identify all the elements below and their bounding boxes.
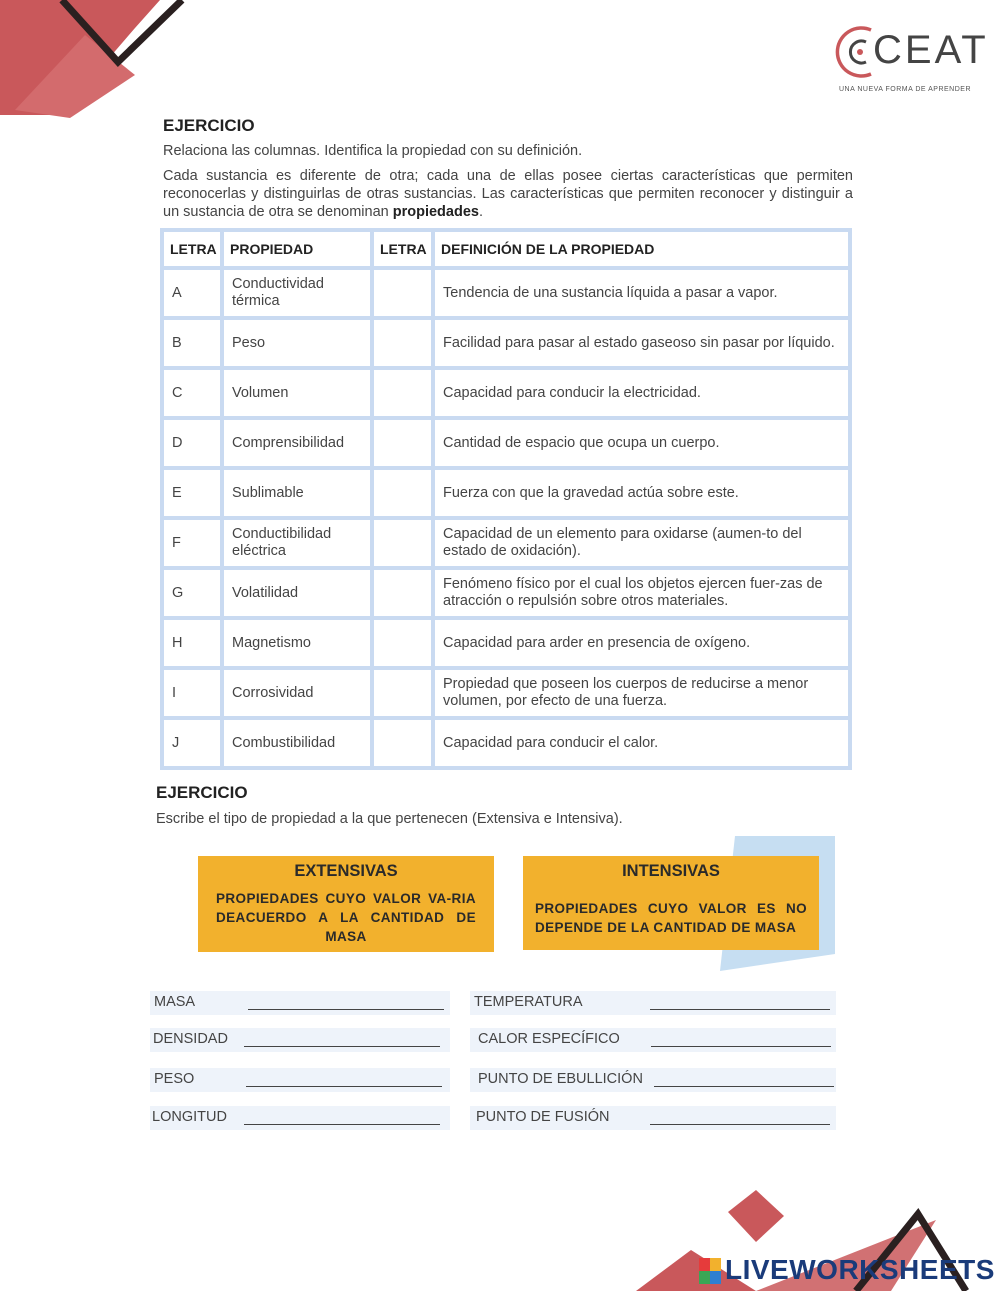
corner-decoration-top [0, 0, 215, 125]
row-answer-input[interactable] [374, 320, 431, 366]
row-property: Conductibilidad eléctrica [224, 520, 370, 566]
logo-mark-icon [833, 22, 877, 82]
row-definition: Capacidad para conducir el calor. [435, 720, 848, 766]
row-letter: F [164, 520, 220, 566]
live-badge-icon [699, 1258, 721, 1284]
table-row [164, 720, 848, 766]
answer-blank[interactable] [651, 1046, 831, 1047]
fill-label: PESO [154, 1071, 195, 1087]
liveworksheets-brand[interactable] [697, 1254, 997, 1290]
row-definition: Capacidad para arder en presencia de oxígeno. [435, 620, 848, 666]
row-definition: Tendencia de una sustancia líquida a pasar a vapor. [435, 270, 848, 316]
fill-label: PUNTO DE FUSIÓN [476, 1109, 610, 1125]
intro-end: . [478, 204, 483, 220]
row-answer-input[interactable] [374, 720, 431, 766]
row-property: Combustibilidad [224, 720, 370, 766]
fill-label: CALOR ESPECÍFICO [478, 1031, 620, 1047]
row-definition: Cantidad de espacio que ocupa un cuerpo. [435, 420, 848, 466]
row-definition: Propiedad que poseen los cuerpos de reducirse a menor volumen, por efecto de una fuerza. [435, 670, 848, 716]
fill-label: PUNTO DE EBULLICIÓN [478, 1071, 643, 1087]
exercise-2-heading: EJERCICIO [156, 783, 248, 802]
fill-row-left-4 [150, 1106, 450, 1130]
ceat-logo [833, 22, 989, 102]
header-property: PROPIEDAD [224, 232, 370, 266]
row-answer-input[interactable] [374, 620, 431, 666]
intensive-box [523, 856, 819, 950]
liveworksheets-text: LIVEWORKSHEETS [725, 1254, 995, 1285]
exercise-1-intro [163, 167, 853, 221]
row-property: Corrosividad [224, 670, 370, 716]
fill-row-left-2 [150, 1028, 450, 1052]
table-row [164, 420, 848, 466]
row-answer-input[interactable] [374, 570, 431, 616]
row-answer-input[interactable] [374, 420, 431, 466]
row-letter: C [164, 370, 220, 416]
answer-blank[interactable] [248, 1009, 444, 1010]
row-letter: B [164, 320, 220, 366]
exercise-2-instruction: Escribe el tipo de propiedad a la que pertenecen (Extensiva e Intensiva). [156, 811, 623, 827]
extensive-description: PROPIEDADES CUYO VALOR VA-RIA DEACUERDO A LA CANTIDAD DE MASA [216, 891, 476, 944]
row-letter: A [164, 270, 220, 316]
exercise-1-heading: EJERCICIO [163, 116, 255, 135]
fill-label: TEMPERATURA [474, 994, 583, 1010]
answer-blank[interactable] [246, 1086, 442, 1087]
logo-text: CEAT [873, 28, 989, 72]
row-definition: Fenómeno físico por el cual los objetos ejercen fuer-zas de atracción o repulsión sobre otros materiales. [435, 570, 848, 616]
row-answer-input[interactable] [374, 270, 431, 316]
row-letter: E [164, 470, 220, 516]
table-row [164, 670, 848, 716]
fill-row-right-4 [470, 1106, 836, 1130]
fill-row-left-1 [150, 991, 450, 1015]
row-letter: I [164, 670, 220, 716]
row-answer-input[interactable] [374, 370, 431, 416]
row-definition: Facilidad para pasar al estado gaseoso sin pasar por líquido. [435, 320, 848, 366]
fill-row-left-3 [150, 1068, 450, 1092]
row-letter: H [164, 620, 220, 666]
row-letter: J [164, 720, 220, 766]
row-answer-input[interactable] [374, 520, 431, 566]
table-row [164, 520, 848, 566]
exercise-1-instruction: Relaciona las columnas. Identifica la propiedad con su definición. [163, 143, 583, 159]
table-row [164, 320, 848, 366]
row-property: Sublimable [224, 470, 370, 516]
intro-text: Cada sustancia es diferente de otra; cada una de ellas posee ciertas características que permiten reconocerlas y distinguirlas de otras sustancias. Las características que permiten reconocer y distinguir a un sustancia de otra se denominan [163, 168, 853, 220]
row-letter: D [164, 420, 220, 466]
logo-tagline: UNA NUEVA FORMA DE APRENDER [839, 86, 972, 93]
row-answer-input[interactable] [374, 670, 431, 716]
row-definition: Capacidad para conducir la electricidad. [435, 370, 848, 416]
answer-blank[interactable] [650, 1124, 830, 1125]
fill-row-right-3 [470, 1068, 836, 1092]
extensive-box [198, 856, 494, 952]
answer-blank[interactable] [650, 1009, 830, 1010]
intro-bold-term: propiedades [392, 204, 479, 220]
intensive-description: PROPIEDADES CUYO VALOR ES NO DEPENDE DE LA CANTIDAD DE MASA [535, 901, 807, 935]
fill-label: LONGITUD [152, 1109, 227, 1125]
row-property: Volumen [224, 370, 370, 416]
answer-blank[interactable] [654, 1086, 834, 1087]
row-definition: Fuerza con que la gravedad actúa sobre este. [435, 470, 848, 516]
table-row [164, 570, 848, 616]
row-property: Volatilidad [224, 570, 370, 616]
answer-blank[interactable] [244, 1124, 440, 1125]
fill-label: DENSIDAD [153, 1031, 228, 1047]
matching-table [160, 228, 852, 770]
header-letter: LETRA [164, 232, 220, 266]
table-header-row [164, 232, 848, 266]
row-answer-input[interactable] [374, 470, 431, 516]
answer-blank[interactable] [244, 1046, 440, 1047]
row-definition: Capacidad de un elemento para oxidarse (aumen-to del estado de oxidación). [435, 520, 848, 566]
row-property: Conductividad térmica [224, 270, 370, 316]
row-property: Peso [224, 320, 370, 366]
extensive-title: EXTENSIVAS [294, 862, 398, 880]
row-property: Comprensibilidad [224, 420, 370, 466]
fill-row-right-1 [470, 991, 836, 1015]
table-row [164, 370, 848, 416]
row-letter: G [164, 570, 220, 616]
fill-row-right-2 [470, 1028, 836, 1052]
intensive-title: INTENSIVAS [622, 862, 720, 880]
row-property: Magnetismo [224, 620, 370, 666]
table-row [164, 270, 848, 316]
header-definition: DEFINICIÓN DE LA PROPIEDAD [435, 232, 848, 266]
fill-label: MASA [154, 994, 196, 1010]
table-row [164, 620, 848, 666]
header-answer-letter: LETRA [374, 232, 431, 266]
table-row [164, 470, 848, 516]
